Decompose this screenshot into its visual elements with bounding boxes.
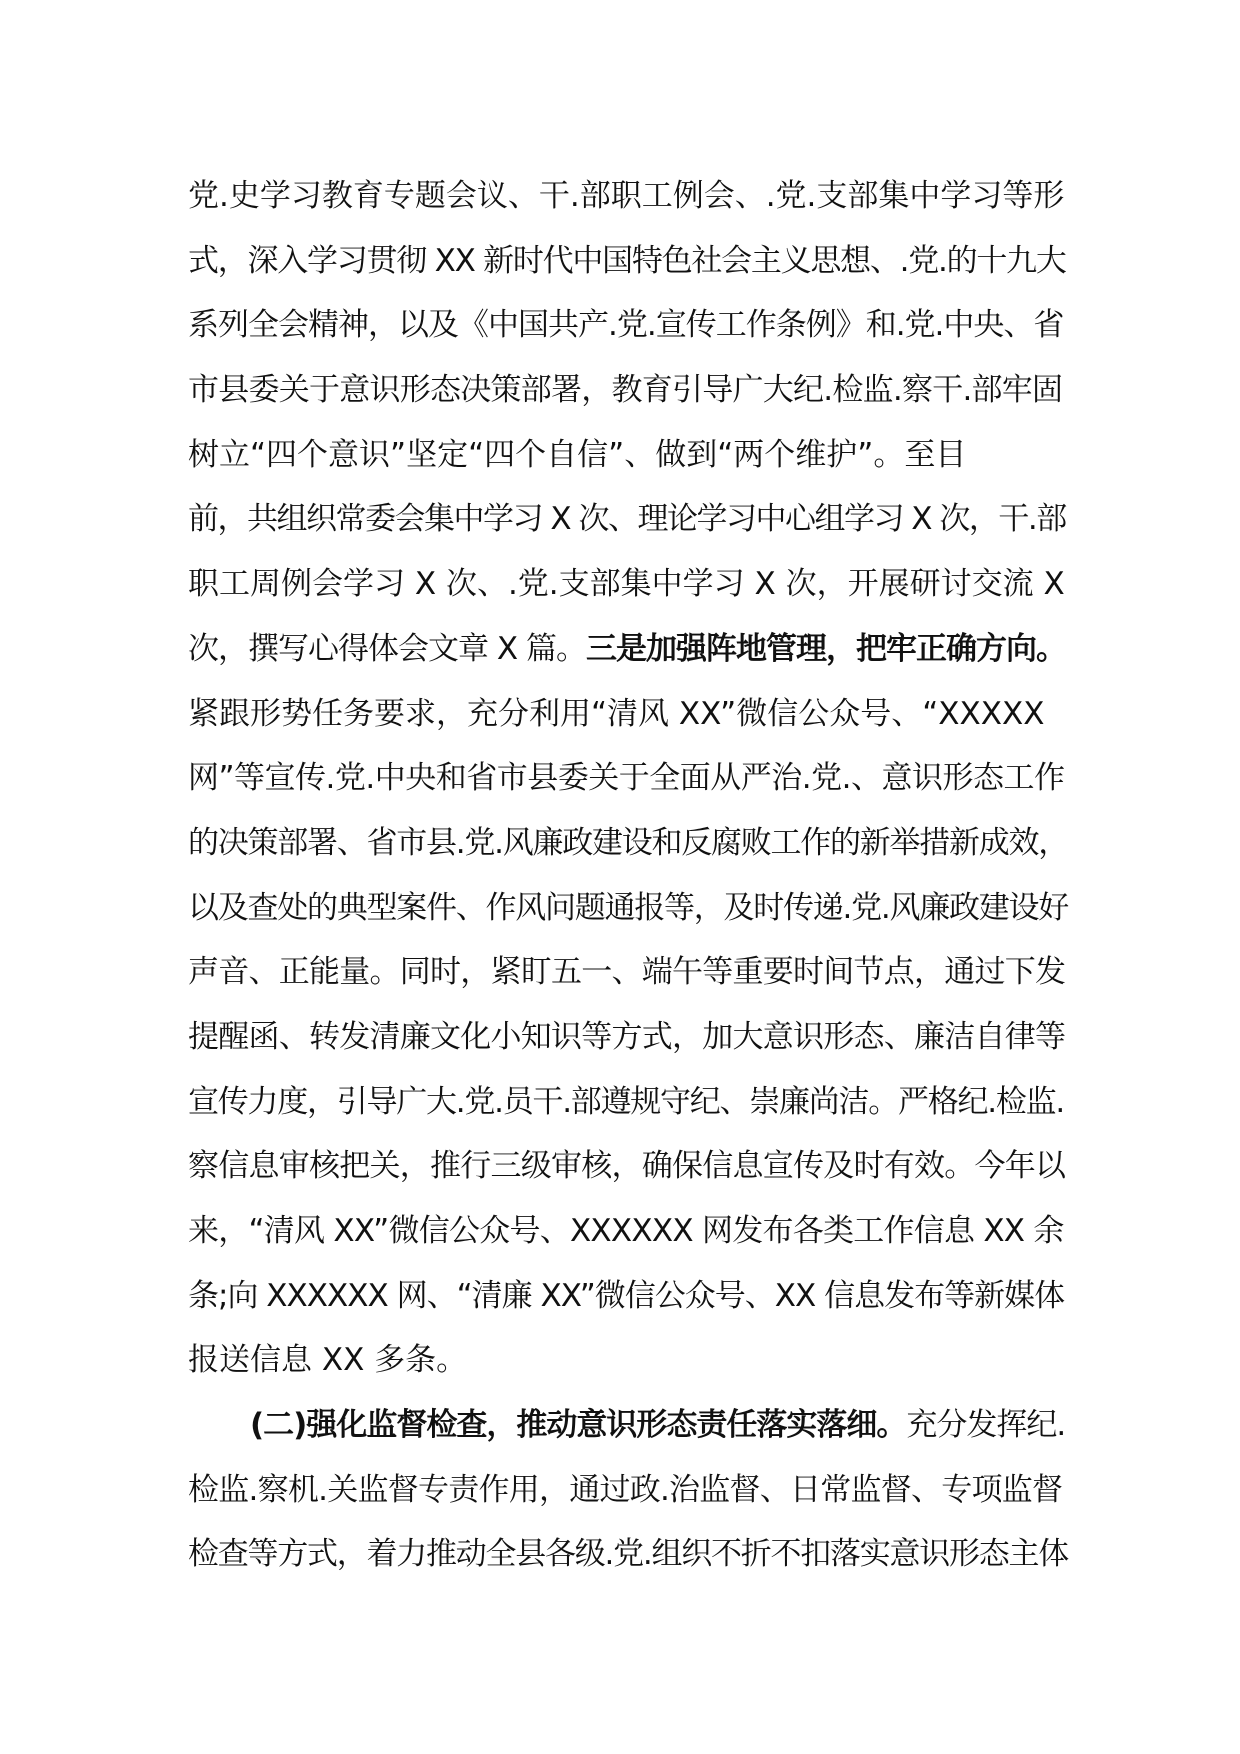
text-line	[188, 1522, 1068, 1587]
body-text-segment: 式，深入学习贯彻 XX 新时代中国特色社会主义思想、.党.的十九大	[188, 242, 1066, 279]
body-text-segment: 紧跟形势任务要求，充分利用“清风 XX”微信公众号、“XXXXX	[188, 695, 1045, 732]
body-text-segment: 以及查处的典型案件、作风问题通报等，及时传递.党.风廉政建设好	[188, 889, 1068, 926]
body-text-segment: 树立“四个意识”坚定“四个自信”、做到“两个维护”。至目	[188, 436, 967, 473]
body-text-segment: 市县委关于意识形态决策部署，教育引导广大纪.检监.察干.部牢固	[188, 372, 1063, 409]
body-text-segment: 检监.察机.关监督专责作用，通过政.治监督、日常监督、专项监督	[188, 1471, 1063, 1508]
text-line	[188, 164, 1068, 229]
text-line	[188, 1134, 1068, 1199]
text-line	[188, 552, 1068, 617]
text-line	[188, 811, 1068, 876]
body-text-segment: 条;向 XXXXXX 网、“清廉 XX”微信公众号、XX 信息发布等新媒体	[188, 1277, 1065, 1314]
body-text-segment: 的决策部署、省市县.党.风廉政建设和反腐败工作的新举措新成效，	[188, 824, 1068, 861]
body-text-segment: 网”等宣传.党.中央和省市县委关于全面从严治.党.、意识形态工作	[188, 760, 1065, 797]
text-line	[188, 358, 1068, 423]
text-line	[188, 1458, 1068, 1523]
text-line	[188, 940, 1068, 1005]
text-line	[188, 1393, 1068, 1458]
text-line	[188, 423, 1068, 488]
text-line	[188, 487, 1068, 552]
text-line	[188, 1328, 1068, 1393]
body-text-segment: 充分发挥纪.	[906, 1407, 1066, 1444]
body-text-segment: 提醒函、转发清廉文化小知识等方式，加大意识形态、廉洁自律等	[188, 1018, 1066, 1055]
text-line	[188, 1199, 1068, 1264]
body-text-segment: 职工周例会学习 X 次、.党.支部集中学习 X 次，开展研讨交流 X	[188, 566, 1065, 603]
text-line	[188, 617, 1068, 682]
text-line	[188, 682, 1068, 747]
text-line	[188, 1005, 1068, 1070]
text-line	[188, 1070, 1068, 1135]
body-text-segment: 声音、正能量。同时，紧盯五一、端午等重要时间节点，通过下发	[188, 954, 1066, 991]
text-line	[188, 1264, 1068, 1329]
body-text-segment: 前，共组织常委会集中学习 X 次、理论学习中心组学习 X 次，干.部	[188, 501, 1066, 538]
body-text-segment: 检查等方式，着力推动全县各级.党.组织不折不扣落实意识形态主体	[188, 1536, 1068, 1573]
body-text-segment: 来，“清风 XX”微信公众号、XXXXXX 网发布各类工作信息 XX 余	[188, 1213, 1064, 1249]
bold-heading-text: (二)强化监督检查，推动意识形态责任落实落细。	[250, 1407, 907, 1444]
body-text-segment: 次，撰写心得体会文章 X 篇。	[188, 630, 586, 667]
text-line	[188, 746, 1068, 811]
body-text-segment: 党.史学习教育专题会议、干.部职工例会、.党.支部集中学习等形	[188, 178, 1065, 214]
body-text-segment: 宣传力度，引导广大.党.员干.部遵规守纪、崇廉尚洁。严格纪.检监.	[188, 1083, 1065, 1120]
body-text	[188, 164, 1068, 1587]
body-text-segment: 系列全会精神，以及《中国共产.党.宣传工作条例》和.党.中央、省	[188, 307, 1064, 344]
bold-heading-text: 三是加强阵地管理，把牢正确方向。	[585, 630, 1066, 667]
body-text-segment: 察信息审核把关，推行三级审核，确保信息宣传及时有效。今年以	[188, 1148, 1066, 1185]
text-line	[188, 293, 1068, 358]
text-line	[188, 229, 1068, 294]
text-line	[188, 876, 1068, 941]
body-text-segment: 报送信息 XX 多条。	[188, 1342, 468, 1379]
